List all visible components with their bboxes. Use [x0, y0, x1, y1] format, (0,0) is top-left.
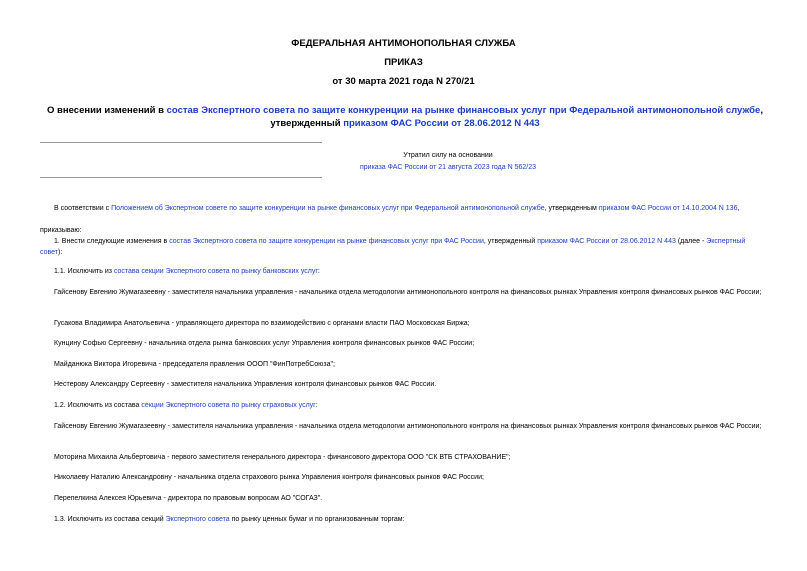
item-1-2-link-insurance-section[interactable]: секции Экспертного совета по рынку страховых услуг	[141, 402, 316, 409]
list-item: Кунцину Софью Сергеевну - начальника отдела рынка банковских услуг Управления контроля финансовых рынков ФАС России;	[54, 340, 475, 347]
item-1-2-text-1: 1.2. Исключить из состава	[54, 402, 142, 409]
item-1-3-text-1: 1.3. Исключить из состава секций	[54, 516, 166, 523]
item-1-3-link-expert-council[interactable]: Экспертного совета	[165, 516, 230, 523]
title-link-expert-council[interactable]: состав Экспертного совета по защите конкуренции на рынке финансовых услуг при Федеральной антимонопольной службе	[166, 105, 761, 116]
status-note-text: Утратил силу на основании	[403, 152, 493, 159]
item-1-1-link-banking-section[interactable]: состава секции Экспертного совета по рынку банковских услуг	[113, 268, 318, 275]
item-1-3-text-2: по рынку ценных бумаг и по организованным торгам:	[229, 516, 405, 523]
list-item: Гайсенову Евгению Жумагазеевну - заместителя начальника управления - начальника отдела методологии антимонопольного контроля на финансовых рынках Управления контроля финансовых рынков ФАС России;	[54, 289, 762, 296]
list-item: Перепелкина Алексея Юрьевича - директора по правовым вопросам АО "СОГАЗ".	[54, 495, 323, 502]
intro-link-regulation[interactable]: Положением об Экспертном совете по защите конкуренции на рынке финансовых услуг при Федеральной антимонопольной службе	[111, 205, 545, 212]
list-item: Гусакова Владимира Анатольевича - управляющего директора по взаимодействию с органами власти ПАО Московская Биржа;	[54, 320, 470, 327]
list-item: Нестерову Александру Сергеевну - заместителя начальника Управления контроля финансовых рынков ФАС России.	[54, 381, 437, 388]
item-1-1-text-1: 1.1. Исключить из	[54, 268, 114, 275]
intro-link-order-136[interactable]: приказом ФАС России от 14.10.2004 N 136	[598, 205, 738, 212]
item-1	[40, 236, 768, 258]
document-type: ПРИКАЗ	[384, 57, 423, 68]
item-1-text-1: 1. Внести следующие изменения в	[54, 238, 170, 245]
divider-bottom	[40, 177, 322, 178]
title-link-order-443[interactable]: приказом ФАС России от 28.06.2012 N 443	[343, 118, 540, 129]
status-note-link[interactable]: приказа ФАС России от 21 августа 2023 года N 562/23	[359, 164, 537, 171]
agency-name: ФЕДЕРАЛЬНАЯ АНТИМОНОПОЛЬНАЯ СЛУЖБА	[291, 38, 516, 49]
item-1-2-text-2: :	[315, 402, 318, 409]
divider-top	[40, 142, 322, 143]
item-1-link-council-composition[interactable]: состав Экспертного совета по защите конкуренции на рынке финансовых услуг при ФАС России	[169, 238, 484, 245]
item-1-1	[40, 266, 768, 277]
intro-text-1: В соответствии с	[54, 205, 112, 212]
item-1-link-order-443[interactable]: приказом ФАС России от 28.06.2012 N 443	[537, 238, 676, 245]
title-prefix: О внесении изменений в	[47, 105, 167, 116]
list-item: Моторина Михаила Альбертовича - первого заместителя генерального директора - финансового директора ООО "СК ВТБ СТРАХОВАНИЕ";	[54, 454, 511, 461]
document-date-number: от 30 марта 2021 года N 270/21	[332, 76, 475, 87]
status-note	[40, 150, 807, 174]
list-item: Майданюка Виктора Игоревича - председателя правления ОООП "ФинПотребСоюза";	[54, 361, 335, 368]
item-1-3	[40, 514, 768, 525]
document-title	[40, 104, 770, 130]
item-1-text-4: ):	[57, 249, 63, 256]
list-item: Николаеву Наталию Александровну - начальника отдела страхового рынка Управления контроля финансовых рынков ФАС России;	[54, 474, 484, 481]
item-1-text-3: (далее -	[675, 238, 707, 245]
item-1-2	[40, 400, 768, 411]
item-1-1-text-2: :	[317, 268, 320, 275]
title-middle: , утвержденный	[270, 105, 763, 129]
intro-paragraph	[40, 203, 768, 214]
item-1-link-expert-council[interactable]: Экспертный совет	[40, 238, 746, 256]
intro-text-2: , утвержденным	[544, 205, 599, 212]
item-1-text-2: , утвержденный	[483, 238, 538, 245]
intro-text-3: ,	[737, 205, 740, 212]
list-item: Гайсенову Евгению Жумагазеевну - заместителя начальника управления - начальника отдела методологии антимонопольного контроля на финансовых рынках Управления контроля финансовых рынков ФАС России;	[54, 423, 762, 430]
order-word: приказываю:	[40, 227, 82, 234]
